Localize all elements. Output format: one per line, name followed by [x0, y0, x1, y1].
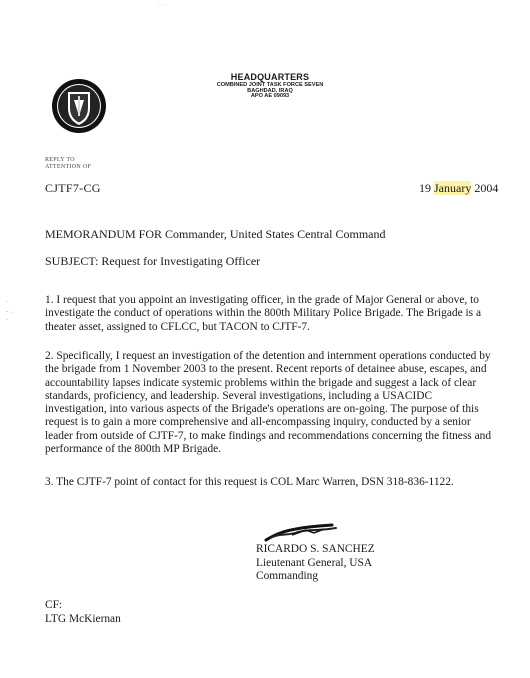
margin-mark: · - . · [6, 298, 12, 324]
handwritten-signature [262, 522, 342, 544]
date-day: 19 [419, 181, 431, 195]
signer-role: Commanding [256, 570, 319, 583]
command-seal [51, 78, 107, 134]
letterhead-title: HEADQUARTERS [230, 72, 310, 82]
signer-rank: Lieutenant General, USA [256, 556, 373, 569]
copy-furnished [45, 598, 121, 626]
paragraph-1: 1. I request that you appoint an investigating officer, in the grade of Major General or above, to investigate the conduct of operations within the 800th Military Police Brigade. The Brigade is a theater asset, assigned to CFLCC, but TACON to CJTF-7. [45, 294, 482, 333]
office-symbol: CJTF7-CG [45, 181, 101, 195]
reply-to-block [45, 157, 91, 171]
letterhead-unit: COMBINED JOINT TASK FORCE SEVEN [216, 82, 324, 88]
scan-artifact: · · · [158, 3, 167, 9]
letterhead [190, 73, 350, 100]
reply-to-line2: ATTENTION OF [45, 164, 92, 170]
signer-name: RICARDO S. SANCHEZ [256, 543, 375, 555]
signature-block [256, 543, 375, 584]
date-year: 2004 [474, 181, 499, 195]
letterhead-apo: APO AE 09093 [250, 93, 290, 100]
cf-label: CF: [45, 599, 63, 611]
date-month-highlighted: January [434, 181, 472, 195]
memo-date [419, 181, 498, 196]
paragraph-3: 3. The CJTF-7 point of contact for this request is COL Marc Warren, DSN 318-836-1122. [45, 476, 454, 488]
letterhead-location: BAGHDAD, IRAQ [247, 87, 293, 94]
reply-to-line1: REPLY TO [45, 157, 75, 163]
subject-line: SUBJECT: Request for Investigating Officer [45, 254, 261, 268]
paragraph-2: 2. Specifically, I request an investigation of the detention and internment operations conducted by the brigade from 1 November 2003 to the present. Recent reports of detainee abuse, escapes, and accountability lapses indicate systemic problems within the brigade and suggest a lack of clear standards, proficiency, and leadership. Several investigations, including a USACIDC investigation, into various aspects of the Brigade's operations are on-going. The purpose of this request is to gain a more comprehensive and all-encompassing inquiry, conducted by a senior leader from outside of CJTF-7, to make findings and recommendations concerning the fitness and performance of the 800th MP Brigade. [45, 350, 492, 456]
memorandum-for: MEMORANDUM FOR Commander, United States Central Command [45, 227, 386, 241]
cf-recipient: LTG McKiernan [45, 613, 121, 625]
